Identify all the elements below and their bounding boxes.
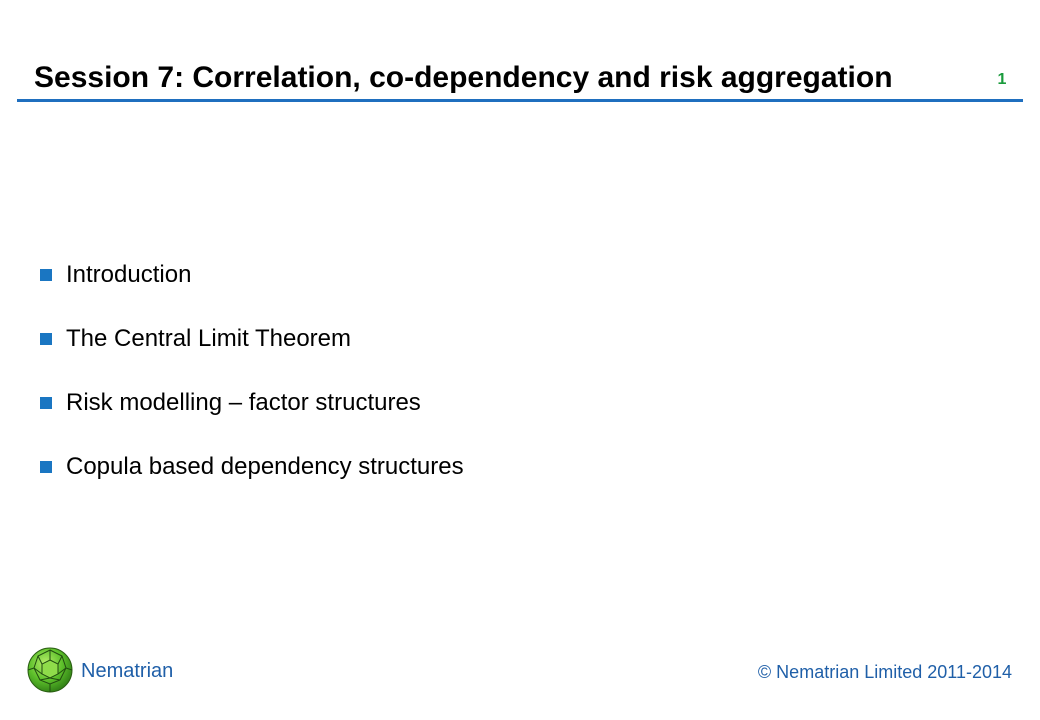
list-item bbox=[40, 320, 464, 384]
slide-title: Session 7: Correlation, co-dependency and risk aggregation bbox=[34, 61, 893, 94]
square-bullet-icon bbox=[40, 461, 52, 473]
list-item-text: Copula based dependency structures bbox=[66, 453, 464, 480]
square-bullet-icon bbox=[40, 269, 52, 281]
green-polyhedron-logo-icon bbox=[26, 646, 74, 694]
footer-brand: Nematrian bbox=[81, 660, 174, 682]
list-item-text: Introduction bbox=[66, 261, 192, 288]
title-divider bbox=[17, 99, 1023, 102]
list-item-text: Risk modelling – factor structures bbox=[66, 389, 421, 416]
square-bullet-icon bbox=[40, 333, 52, 345]
slide-number: 1 bbox=[997, 71, 1007, 88]
list-item bbox=[40, 384, 464, 448]
list-item-text: The Central Limit Theorem bbox=[66, 325, 351, 352]
footer-copyright: © Nematrian Limited 2011-2014 bbox=[757, 662, 1012, 682]
list-item bbox=[40, 256, 464, 320]
agenda-list bbox=[40, 256, 464, 512]
list-item bbox=[40, 448, 464, 512]
square-bullet-icon bbox=[40, 397, 52, 409]
